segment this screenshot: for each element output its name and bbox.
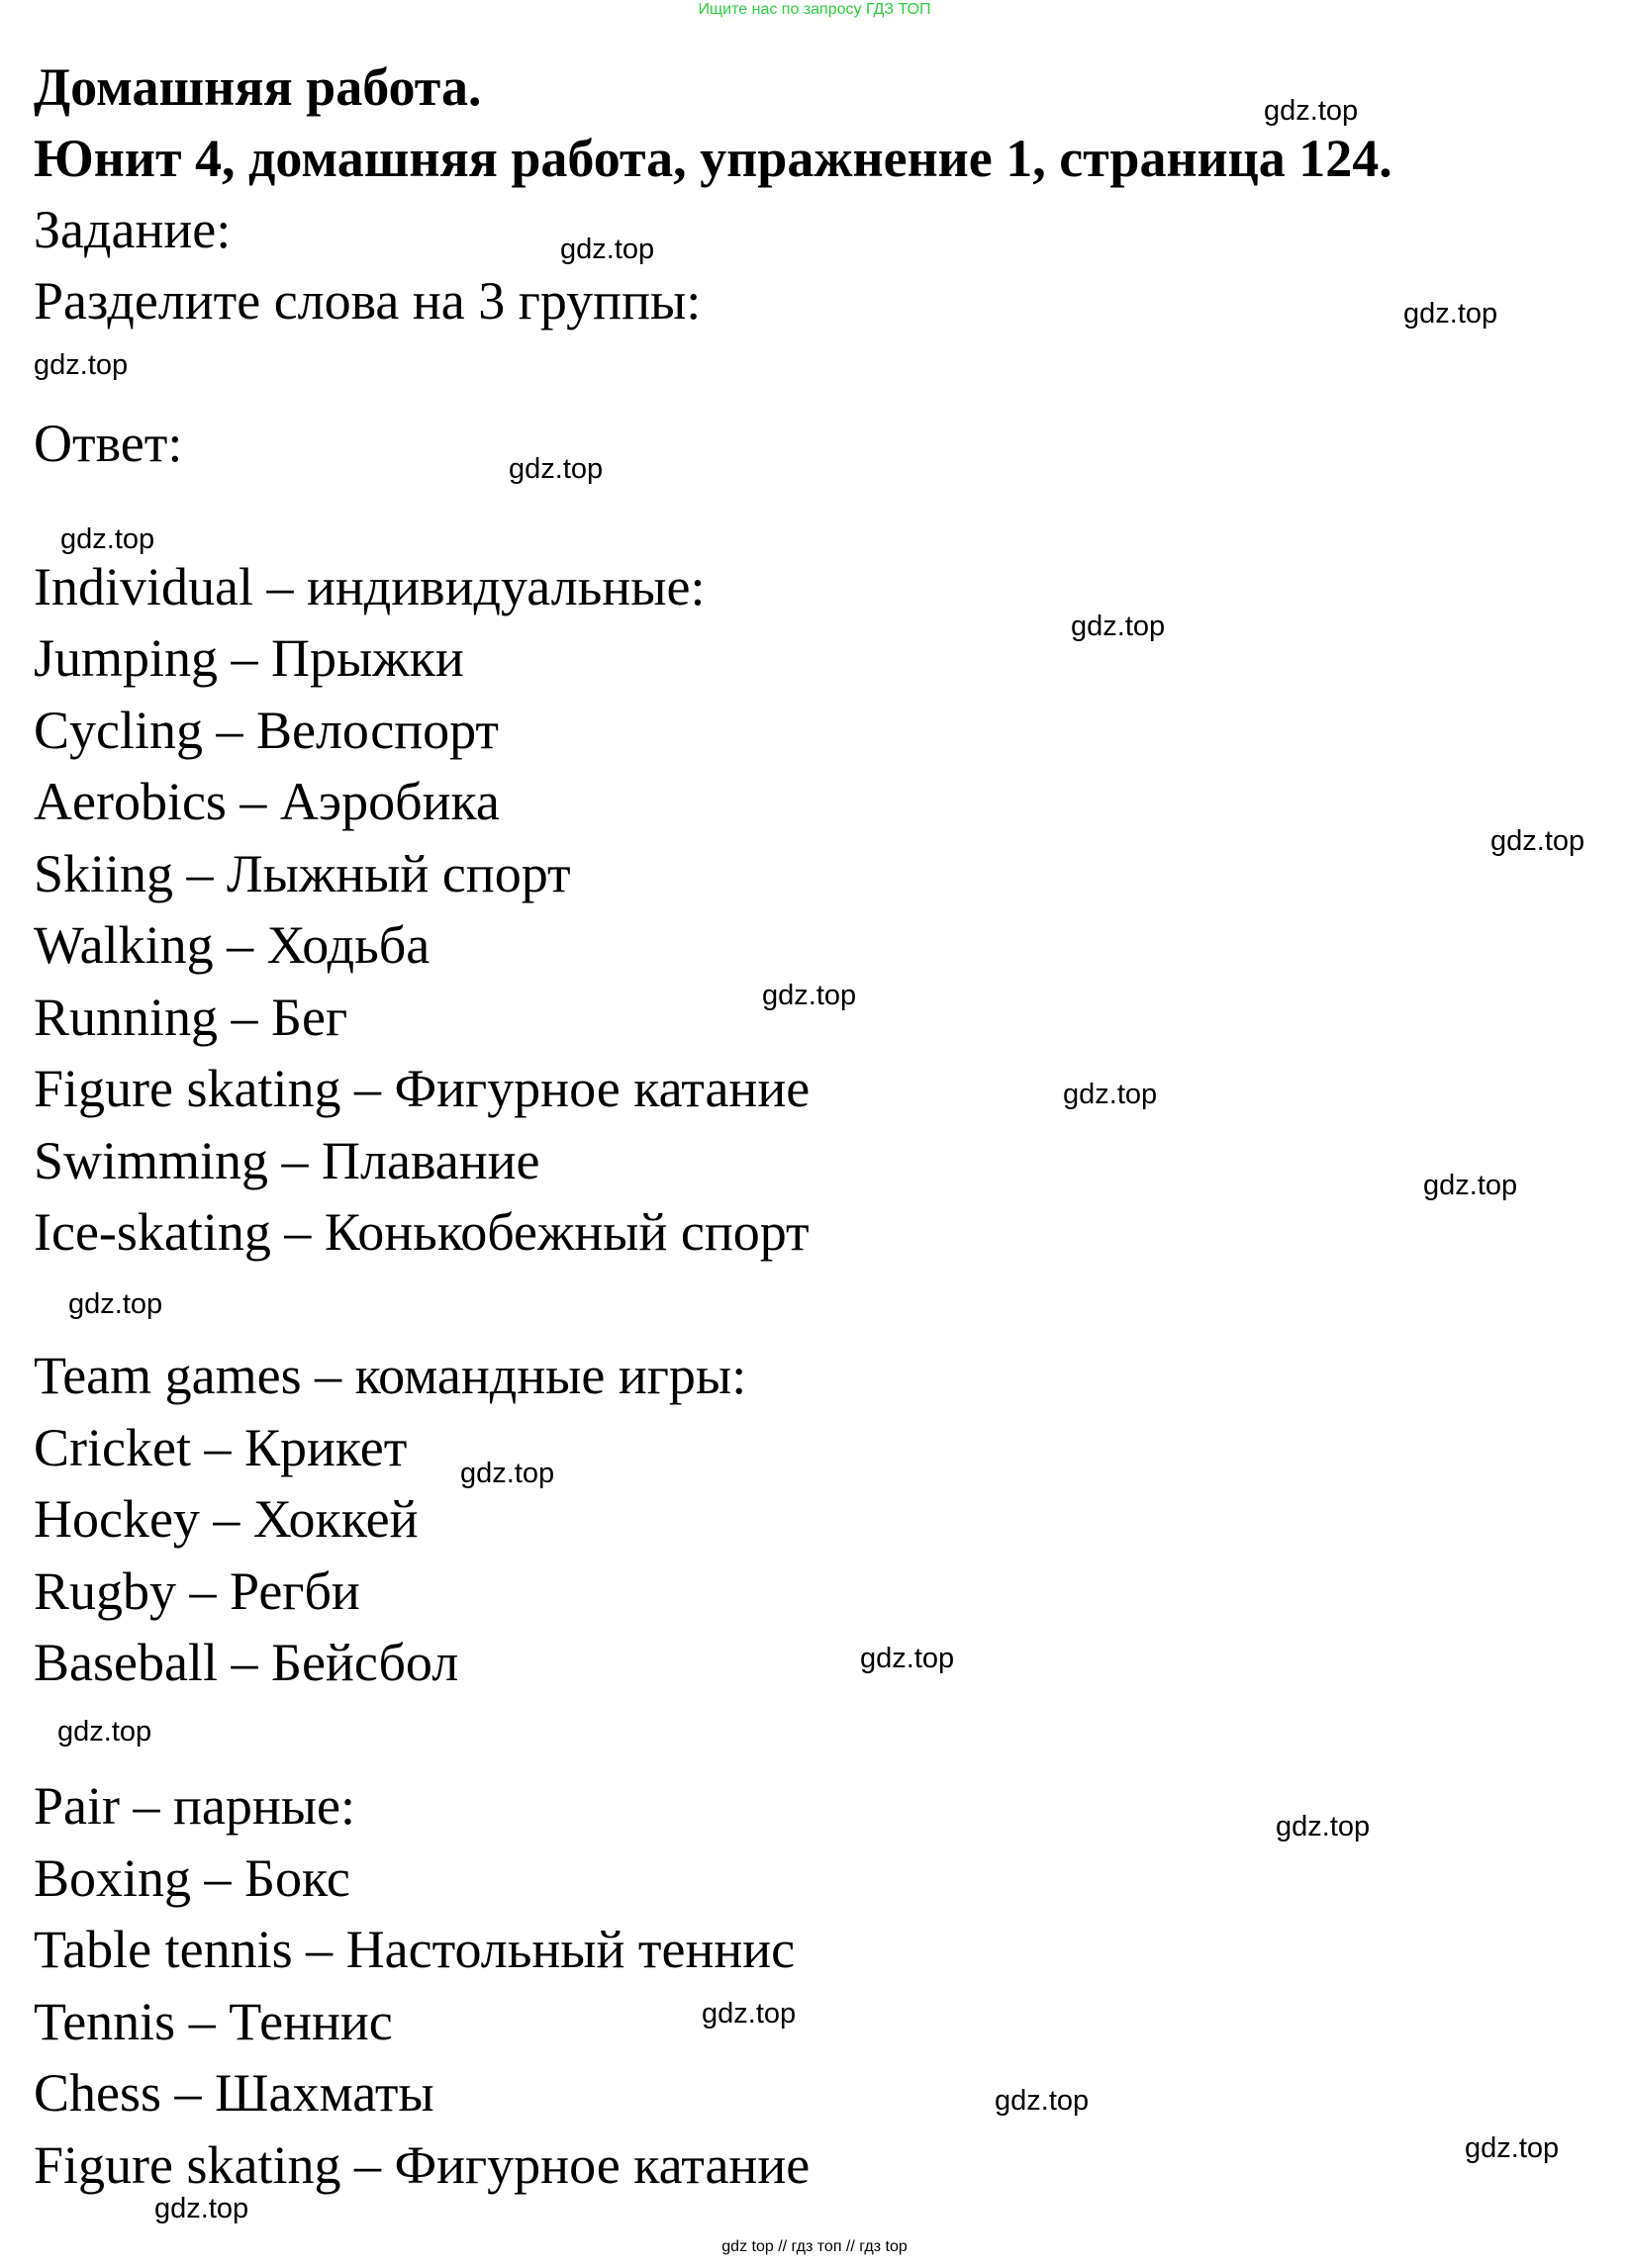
group-heading-team-games: Team games – командные игры:: [34, 1346, 747, 1405]
footer-links[interactable]: gdz top // гдз топ // гдз top: [721, 2238, 908, 2255]
answer-label: Ответ:: [34, 414, 183, 473]
list-item: Boxing – Бокс: [34, 1848, 350, 1908]
list-item: Cricket – Крикет: [34, 1418, 408, 1477]
watermark: gdz.top: [860, 1643, 955, 1674]
watermark: gdz.top: [1423, 1170, 1518, 1201]
watermark: gdz.top: [1403, 298, 1498, 330]
watermark: gdz.top: [1063, 1079, 1158, 1110]
list-item: Skiing – Лыжный спорт: [34, 844, 571, 903]
watermark: gdz.top: [1071, 611, 1166, 642]
task-text: Разделите слова на 3 группы:: [34, 271, 702, 331]
watermark: gdz.top: [1264, 95, 1359, 127]
watermark: gdz.top: [560, 234, 655, 265]
list-item: Table tennis – Настольный теннис: [34, 1920, 796, 1979]
list-item: Figure skating – Фигурное катание: [34, 2135, 811, 2195]
list-item: Ice-skating – Конькобежный спорт: [34, 1202, 810, 1262]
watermark: gdz.top: [995, 2085, 1090, 2117]
watermark: gdz.top: [702, 1998, 797, 2030]
group-heading-individual: Individual – индивидуальные:: [34, 557, 706, 616]
watermark: gdz.top: [57, 1716, 152, 1748]
watermark: gdz.top: [509, 453, 604, 485]
list-item: Cycling – Велоспорт: [34, 701, 500, 760]
watermark: gdz.top: [1276, 1811, 1371, 1843]
list-item: Figure skating – Фигурное катание: [34, 1059, 811, 1118]
watermark: gdz.top: [1465, 2132, 1560, 2164]
list-item: Running – Бег: [34, 988, 348, 1047]
list-item: Baseball – Бейсбол: [34, 1633, 459, 1692]
page-subtitle: Юнит 4, домашняя работа, упражнение 1, страница 124.: [34, 129, 1392, 188]
header-note[interactable]: Ищите нас по запросу ГДЗ ТОП: [698, 1, 931, 18]
watermark: gdz.top: [60, 523, 155, 555]
list-item: Walking – Ходьба: [34, 915, 431, 975]
list-item: Aerobics – Аэробика: [34, 772, 500, 831]
watermark: gdz.top: [460, 1458, 555, 1489]
watermark: gdz.top: [1490, 825, 1585, 857]
watermark: gdz.top: [762, 980, 857, 1011]
list-item: Rugby – Регби: [34, 1561, 360, 1621]
list-item: Jumping – Прыжки: [34, 628, 464, 688]
list-item: Chess – Шахматы: [34, 2063, 434, 2123]
group-heading-pair: Pair – парные:: [34, 1776, 356, 1836]
watermark: gdz.top: [68, 1288, 163, 1320]
list-item: Tennis – Теннис: [34, 1992, 393, 2051]
task-label: Задание:: [34, 200, 232, 259]
page-title: Домашняя работа.: [34, 57, 482, 117]
watermark: gdz.top: [34, 349, 129, 381]
list-item: Swimming – Плавание: [34, 1131, 540, 1190]
list-item: Hockey – Хоккей: [34, 1489, 419, 1549]
watermark: gdz.top: [154, 2193, 249, 2224]
